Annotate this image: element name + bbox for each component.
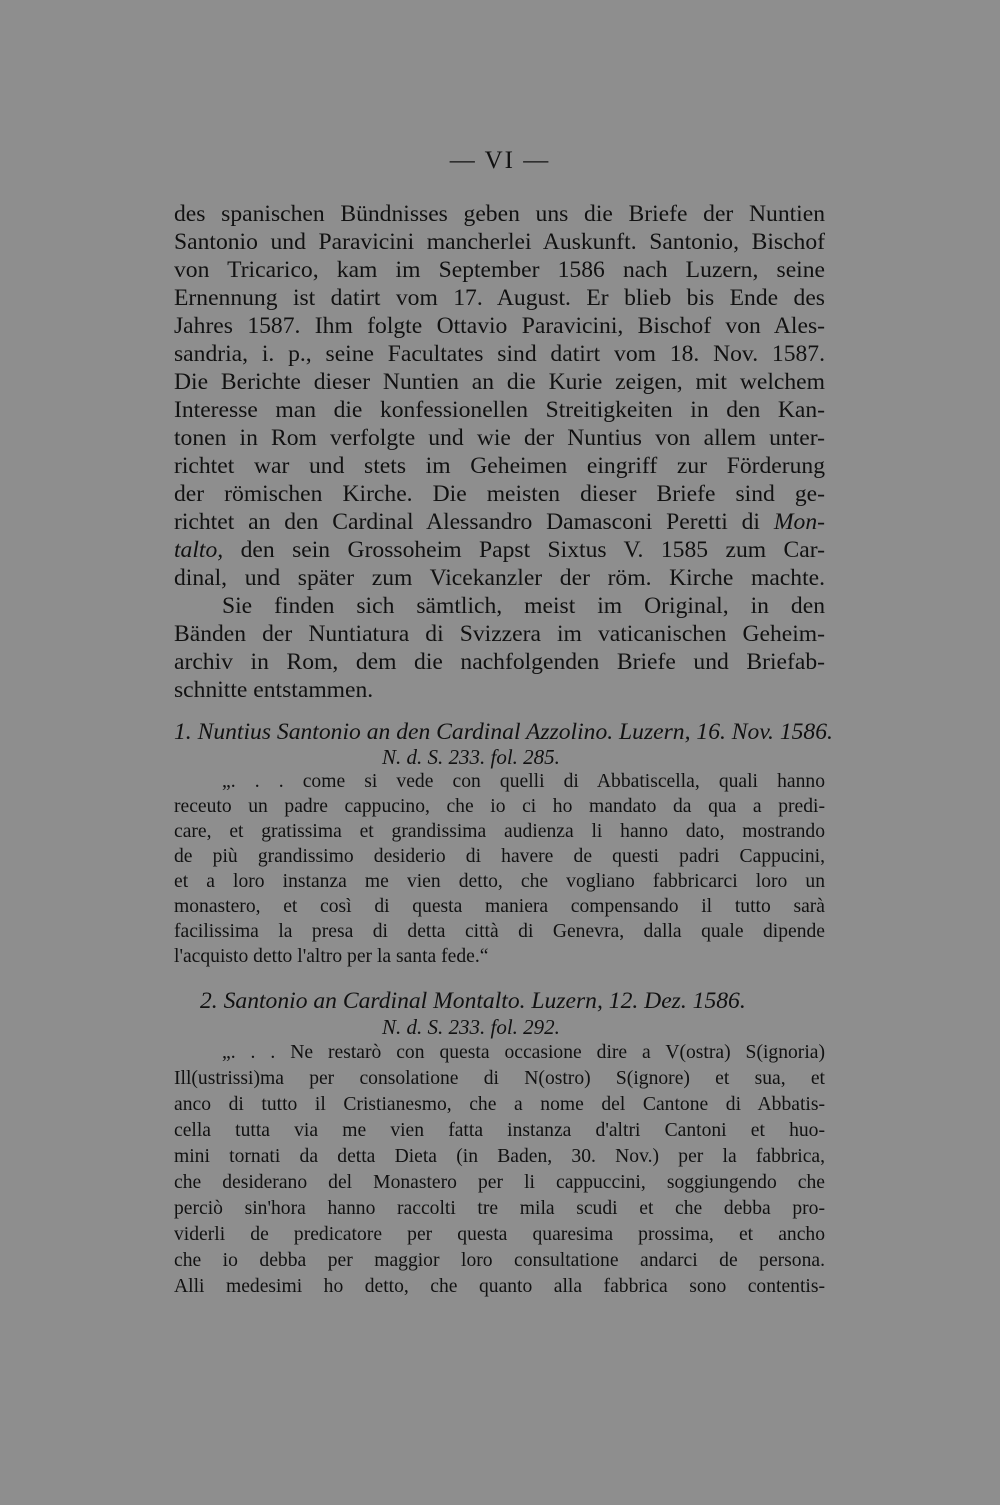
text-line: des spanischen Bündnisses geben uns die Briefe der Nuntien <box>174 201 825 227</box>
text-line: Die Berichte dieser Nuntien an die Kurie zeigen, mit welchem <box>174 369 825 395</box>
quote-line: care, et gratissima et grandissima audienza li hanno dato, mostrando <box>174 821 825 842</box>
text-line <box>174 508 825 536</box>
emphasis: Mon- <box>773 509 825 535</box>
text-line: dinal, und später zum Vicekanzler der röm. Kirche machte. <box>174 565 825 591</box>
text-line: von Tricarico, kam im September 1586 nach Luzern, seine <box>174 257 825 283</box>
quote-line: che io debba per maggior loro consultatione andarci de persona. <box>174 1250 825 1271</box>
document-heading: 2. Santonio an Cardinal Montalto. Luzern, 12. Dez. 1586. <box>200 988 746 1014</box>
text-line: archiv in Rom, dem die nachfolgenden Briefe und Briefab- <box>174 649 825 675</box>
quote-line: Ill(ustrissi)ma per consolatione di N(ostro) S(ignore) et sua, et <box>174 1068 825 1089</box>
text-line: schnitte entstammen. <box>174 677 374 703</box>
emphasis: talto, <box>174 537 224 563</box>
document-reference: N. d. S. 233. fol. 292. <box>382 1015 560 1039</box>
text-line: richtet war und stets im Geheimen eingriff zur Förderung <box>174 453 825 479</box>
quote-line: monastero, et così di questa maniera compensando il tutto sarà <box>174 896 825 917</box>
quote-line: mini tornati da detta Dieta (in Baden, 30. Nov.) per la fabbrica, <box>174 1146 825 1167</box>
quote-line: facilissima la presa di detta città di Genevra, dalla quale dipende <box>174 921 825 942</box>
text-line: Bänden der Nuntiatura di Svizzera im vaticanischen Geheim- <box>174 621 825 647</box>
quote-line: Alli medesimi ho detto, che quanto alla fabbrica sono contentis- <box>174 1276 825 1297</box>
document-reference: N. d. S. 233. fol. 285. <box>382 745 560 769</box>
quote-line: viderli de predicatore per questa quaresima prossima, et ancho <box>174 1224 825 1245</box>
text-line: Jahres 1587. Ihm folgte Ottavio Paravicini, Bischof von Ales- <box>174 313 825 339</box>
document-heading: 1. Nuntius Santonio an den Cardinal Azzolino. Luzern, 16. Nov. 1586. <box>174 719 833 745</box>
quote-line: l'acquisto detto l'altro per la santa fede.“ <box>174 946 489 967</box>
text-line: der römischen Kirche. Die meisten dieser Briefe sind ge- <box>174 481 825 507</box>
quote-line: „. . . Ne restarò con questa occasione dire a V(ostra) S(ignoria) <box>222 1042 825 1063</box>
quote-line: cella tutta via me vien fatta instanza d'altri Cantoni et huo- <box>174 1120 825 1141</box>
quote-line: che desiderano del Monastero per li cappuccini, soggiungendo che <box>174 1172 825 1193</box>
quote-line: receuto un padre cappucino, che io ci ho mandato da qua a predi- <box>174 796 825 817</box>
quote-line: perciò sin'hora hanno raccolti tre mila scudi et che debba pro- <box>174 1198 825 1219</box>
text-line: Ernennung ist datirt vom 17. August. Er blieb bis Ende des <box>174 285 825 311</box>
text-line: Santonio und Paravicini mancherlei Auskunft. Santonio, Bischof <box>174 229 825 255</box>
quote-line: et a loro instanza me vien detto, che vogliano fabbricarci loro un <box>174 871 825 892</box>
text-line: tonen in Rom verfolgte und wie der Nuntius von allem unter- <box>174 425 825 451</box>
text-line: sandria, i. p., seine Facultates sind datirt vom 18. Nov. 1587. <box>174 341 825 367</box>
text-line: Sie finden sich sämtlich, meist im Original, in den <box>222 593 825 619</box>
quote-line: de più grandissimo desiderio di havere de questi padri Cappucini, <box>174 846 825 867</box>
quote-line: anco di tutto il Cristianesmo, che a nome del Cantone di Abbatis- <box>174 1094 825 1115</box>
text-segment: den sein Grossoheim Papst Sixtus V. 1585 zum Car- <box>240 537 825 563</box>
quote-line: „. . . come si vede con quelli di Abbatiscella, quali hanno <box>222 771 825 792</box>
text-line: Interesse man die konfessionellen Streitigkeiten in den Kan- <box>174 397 825 423</box>
text-line <box>174 536 825 564</box>
text-segment: richtet an den Cardinal Alessandro Damasconi Peretti di <box>174 509 760 535</box>
page-number: — VI — <box>449 147 551 174</box>
